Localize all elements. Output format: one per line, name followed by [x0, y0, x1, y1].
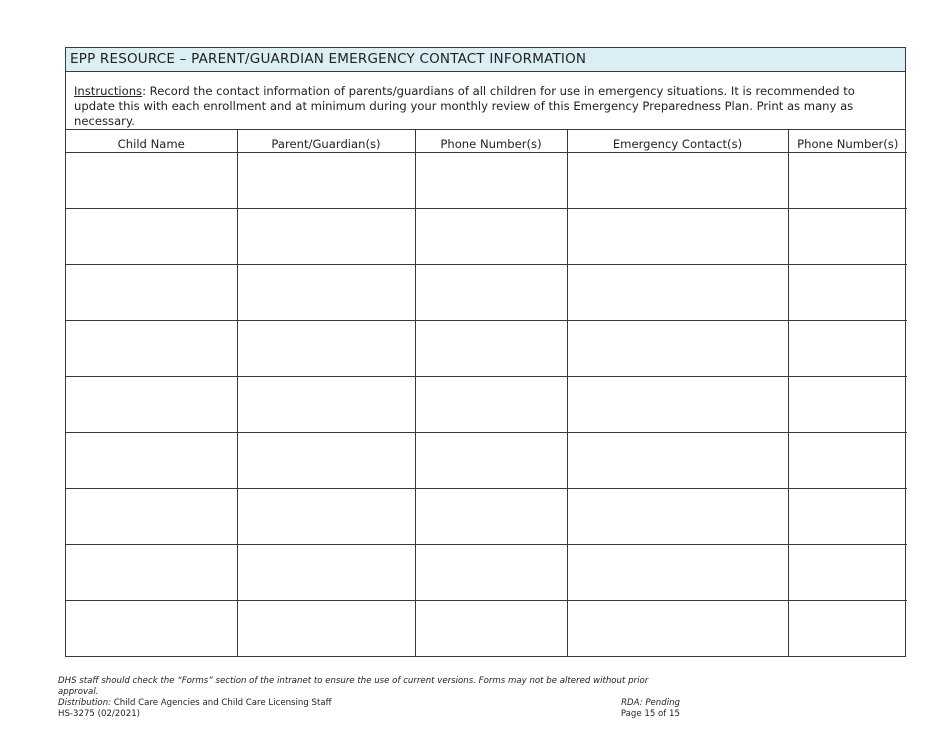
entry-cell[interactable]	[237, 433, 415, 489]
entry-cell[interactable]	[237, 265, 415, 321]
header-row	[66, 130, 907, 153]
page-number: Page 15 of 15	[620, 709, 680, 719]
entry-cell[interactable]	[237, 377, 415, 433]
entry-cell[interactable]	[66, 321, 237, 377]
entry-cell[interactable]	[567, 321, 788, 377]
contact-table	[66, 130, 907, 656]
entry-cell[interactable]	[415, 433, 567, 489]
entry-cell[interactable]	[415, 321, 567, 377]
rda-status: RDA: Pending	[621, 698, 680, 708]
entry-cell[interactable]	[66, 601, 237, 657]
form-number: HS-3275 (02/2021)	[58, 709, 141, 719]
table-row	[66, 209, 907, 265]
entry-cell[interactable]	[415, 153, 567, 209]
entry-cell[interactable]	[415, 209, 567, 265]
entry-cell[interactable]	[415, 377, 567, 433]
entry-cell[interactable]	[237, 489, 415, 545]
col-emergency-contacts: Emergency Contact(s)	[567, 130, 788, 153]
entry-cell[interactable]	[415, 265, 567, 321]
col-child-name: Child Name	[66, 130, 237, 153]
entry-cell[interactable]	[567, 601, 788, 657]
entry-cell[interactable]	[415, 601, 567, 657]
entry-cell[interactable]	[788, 153, 907, 209]
table-row	[66, 489, 907, 545]
entry-cell[interactable]	[66, 545, 237, 601]
entry-cell[interactable]	[788, 489, 907, 545]
entry-cell[interactable]	[237, 601, 415, 657]
entry-cell[interactable]	[66, 153, 237, 209]
entry-cell[interactable]	[237, 153, 415, 209]
instructions	[66, 72, 905, 130]
col-phone-numbers: Phone Number(s)	[415, 130, 567, 153]
table-row	[66, 265, 907, 321]
entry-cell[interactable]	[567, 433, 788, 489]
entry-cell[interactable]	[567, 489, 788, 545]
entry-cell[interactable]	[788, 601, 907, 657]
distribution: Distribution: Child Care Agencies and Child Care Licensing Staff	[58, 698, 332, 708]
instructions-label: Instructions	[74, 84, 143, 98]
table-row	[66, 377, 907, 433]
entry-cell[interactable]	[66, 209, 237, 265]
entry-cell[interactable]	[788, 209, 907, 265]
table-row	[66, 433, 907, 489]
entry-cell[interactable]	[237, 321, 415, 377]
table-row	[66, 545, 907, 601]
entry-cell[interactable]	[788, 321, 907, 377]
entry-cell[interactable]	[66, 489, 237, 545]
entry-cell[interactable]	[415, 545, 567, 601]
entry-cell[interactable]	[66, 265, 237, 321]
entry-cell[interactable]	[567, 265, 788, 321]
entry-cell[interactable]	[66, 377, 237, 433]
entry-cell[interactable]	[66, 433, 237, 489]
entry-cell[interactable]	[788, 433, 907, 489]
table-row	[66, 321, 907, 377]
entry-cell[interactable]	[567, 209, 788, 265]
entry-cell[interactable]	[237, 209, 415, 265]
entry-cell[interactable]	[788, 545, 907, 601]
footer-notice: DHS staff should check the “Forms” section of the intranet to ensure the use of current versions. Forms may not be altered without prior approval.	[58, 676, 649, 697]
form-title: EPP RESOURCE – PARENT/GUARDIAN EMERGENCY CONTACT INFORMATION	[66, 48, 905, 72]
entry-cell[interactable]	[788, 265, 907, 321]
entry-cell[interactable]	[567, 153, 788, 209]
entry-cell[interactable]	[415, 489, 567, 545]
col-parent-guardian: Parent/Guardian(s)	[237, 130, 415, 153]
col-emergency-phone-numbers: Phone Number(s)	[788, 130, 907, 153]
entry-cell[interactable]	[788, 377, 907, 433]
table-row	[66, 601, 907, 657]
contact-form	[65, 47, 906, 657]
footer	[58, 676, 680, 720]
entry-cell[interactable]	[237, 545, 415, 601]
table-row	[66, 153, 907, 209]
instructions-text: : Record the contact information of parents/guardians of all children for use in emergency situations. It is recommended to update this with each enrollment and at minimum during your monthly review of this Emergency Preparedness Plan. Print as many as necessary.	[74, 84, 855, 128]
entry-cell[interactable]	[567, 545, 788, 601]
entry-cell[interactable]	[567, 377, 788, 433]
